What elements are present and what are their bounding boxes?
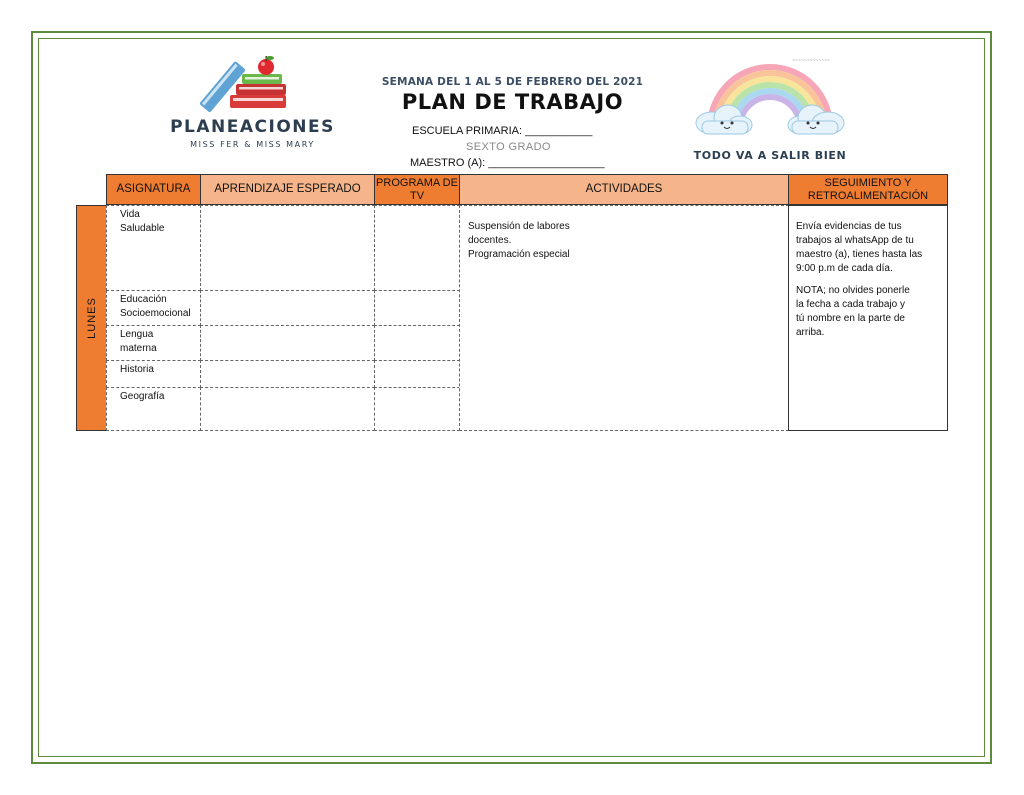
- followup-line: maestro (a), tienes hasta las: [796, 249, 923, 260]
- school-field: ESCUELA PRIMARIA: ___________: [412, 125, 593, 137]
- followup-line: arriba.: [796, 327, 825, 338]
- subject-cell: [106, 360, 201, 388]
- learning-cell: [200, 205, 375, 291]
- rainbow-illustration: [690, 55, 850, 167]
- subject-cell: [106, 290, 201, 326]
- subject-line: Vida: [120, 209, 140, 220]
- followup-line: trabajos al whatsApp de tu: [796, 235, 914, 246]
- followup-cell: [788, 205, 948, 431]
- activity-line: Suspensión de labores: [468, 221, 570, 232]
- subject-line: Historia: [120, 364, 154, 375]
- followup-line: la fecha a cada trabajo y: [796, 299, 905, 310]
- rainbow-caption: TODO VA A SALIR BIEN: [693, 149, 847, 162]
- tv-program-cell: [374, 360, 460, 388]
- logo-subtitle: MISS FER & MISS MARY: [190, 140, 315, 149]
- day-label-cell: [76, 205, 107, 431]
- page-title: PLAN DE TRABAJO: [401, 90, 624, 114]
- learning-cell: [200, 325, 375, 361]
- tv-program-cell: [374, 387, 460, 431]
- followup-line: Envía evidencias de tus: [796, 221, 902, 232]
- planeaciones-logo: [160, 55, 345, 155]
- work-plan-table: [76, 174, 948, 431]
- followup-line: 9:00 p.m de cada día.: [796, 263, 893, 274]
- followup-line: NOTA; no olvides ponerle: [796, 285, 910, 296]
- learning-cell: [200, 360, 375, 388]
- header-learning: APRENDIZAJE ESPERADO: [200, 174, 375, 205]
- subject-cell: [106, 387, 201, 431]
- subject-line: Socioemocional: [120, 308, 191, 319]
- header-followup: SEGUIMIENTO Y RETROALIMENTACIÓN: [788, 174, 948, 205]
- header-tv-program: PROGRAMA DE TV: [374, 174, 460, 205]
- subject-cell: [106, 205, 201, 291]
- subject-line: Saludable: [120, 223, 165, 234]
- subject-line: materna: [120, 343, 157, 354]
- signature-mark: ~~~~~~~~~~~~~: [792, 58, 830, 64]
- grade-label: SEXTO GRADO: [466, 141, 551, 153]
- subject-line: Lengua: [120, 329, 154, 340]
- learning-cell: [200, 387, 375, 431]
- activity-line: docentes.: [468, 235, 512, 246]
- activity-line: Programación especial: [468, 249, 570, 260]
- header-activities: ACTIVIDADES: [459, 174, 789, 205]
- day-label: LUNES: [85, 297, 98, 339]
- rainbow-icon: [690, 55, 850, 147]
- followup-line: [796, 276, 943, 284]
- tv-program-cell: [374, 325, 460, 361]
- subject-line: Geografía: [120, 391, 165, 402]
- tv-program-cell: [374, 290, 460, 326]
- books-apple-icon: [200, 55, 305, 117]
- logo-title: PLANEACIONES: [170, 117, 335, 137]
- followup-line: tú nombre en la parte de: [796, 313, 905, 324]
- subject-line: Educación: [120, 294, 167, 305]
- week-heading: SEMANA DEL 1 AL 5 DE FEBRERO DEL 2021: [381, 76, 644, 88]
- activities-cell: [459, 205, 789, 431]
- subject-cell: [106, 325, 201, 361]
- teacher-field: MAESTRO (A): ___________________: [410, 157, 605, 169]
- learning-cell: [200, 290, 375, 326]
- header-subject: ASIGNATURA: [106, 174, 201, 205]
- tv-program-cell: [374, 205, 460, 291]
